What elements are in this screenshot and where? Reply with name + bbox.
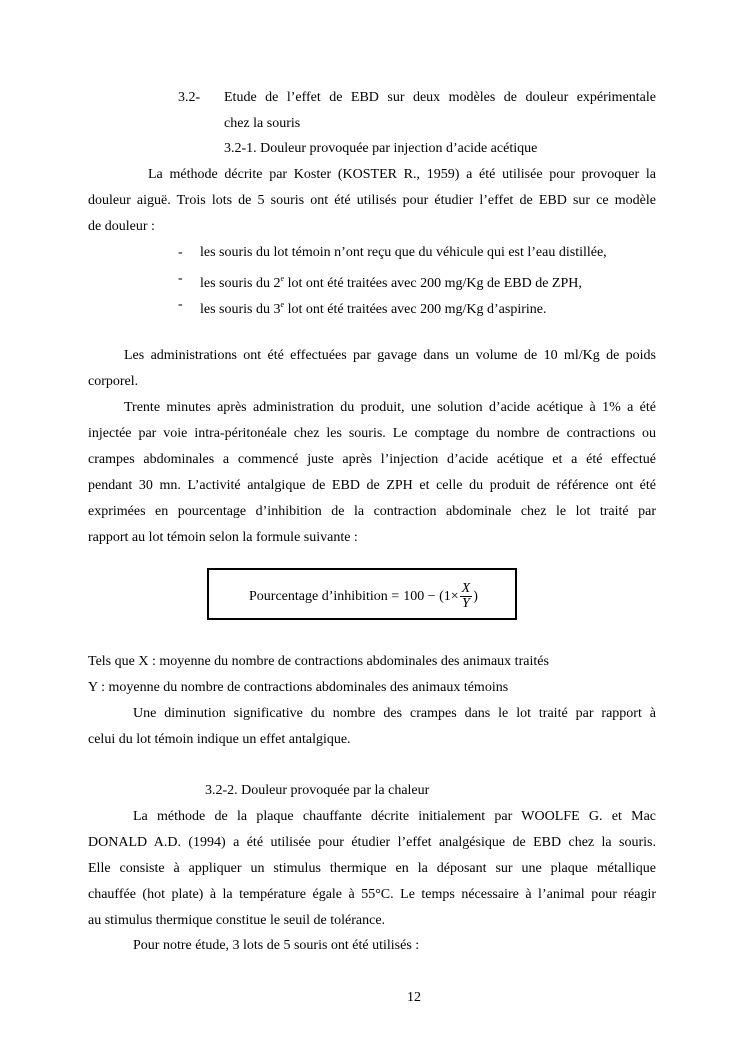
- paragraph-line: crampes abdominales a commencé juste après l’injection d’acide acétique et a été effectué: [88, 452, 656, 467]
- subsection2-title: 3.2-2. Douleur provoquée par la chaleur: [205, 783, 430, 798]
- paragraph-line: injectée par voie intra-péritonéale chez les souris. Le comptage du nombre de contractions ou: [88, 426, 656, 441]
- formula-expr-right: ): [473, 588, 478, 604]
- formula-fraction: [460, 582, 473, 611]
- section-title-line2: chez la souris: [224, 116, 301, 131]
- definition-line: Tels que X : moyenne du nombre de contractions abdominales des animaux traités: [88, 654, 549, 669]
- paragraph-line: au stimulus thermique constitue le seuil de tolérance.: [88, 913, 386, 928]
- paragraph-line: celui du lot témoin indique un effet antalgique.: [88, 732, 351, 747]
- formula-denominator: Y: [462, 596, 470, 611]
- bullet-dash: -: [178, 245, 183, 260]
- paragraph-line: Elle consiste à appliquer un stimulus thermique en la déposant sur une plaque métallique: [88, 861, 656, 876]
- paragraph-line: pendant 30 mn. L’activité antalgique de EBD de ZPH et celle du produit de référence ont été: [88, 478, 656, 493]
- paragraph-line: La méthode décrite par Koster (KOSTER R., 1959) a été utilisée pour provoquer la: [148, 167, 656, 182]
- paragraph-line: douleur aiguë. Trois lots de 5 souris ont été utilisés pour étudier l’effet de EBD sur ce modèle: [88, 193, 656, 208]
- formula-expr-left: 100 − (1×: [403, 588, 459, 604]
- paragraph-line: Trente minutes après administration du produit, une solution d’acide acétique à 1% a été: [124, 400, 656, 415]
- bullet-item: les souris du 3e lot ont été traitées avec 200 mg/Kg d’aspirine.: [200, 300, 547, 317]
- section-number: 3.2-: [178, 90, 201, 105]
- bullet-dash: -: [178, 297, 183, 312]
- paragraph-line: Pour notre étude, 3 lots de 5 souris ont été utilisés :: [133, 938, 420, 953]
- bullet-item: les souris du lot témoin n’ont reçu que du véhicule qui est l’eau distillée,: [200, 245, 607, 260]
- paragraph-line: Une diminution significative du nombre des crampes dans le lot traité par rapport à: [133, 706, 656, 721]
- formula: [249, 582, 478, 611]
- bullet-item: les souris du 2e lot ont été traitées avec 200 mg/Kg de EBD de ZPH,: [200, 274, 582, 291]
- paragraph-line: DONALD A.D. (1994) a été utilisée pour étudier l’effet analgésique de EBD chez la souris.: [88, 835, 656, 850]
- paragraph-line: corporel.: [88, 374, 139, 389]
- paragraph-line: rapport au lot témoin selon la formule suivante :: [88, 530, 358, 545]
- paragraph-line: chauffée (hot plate) à la température égale à 55°C. Le temps nécessaire à l’animal pour réagir: [88, 887, 656, 902]
- paragraph-line: Les administrations ont été effectuées par gavage dans un volume de 10 ml/Kg de poids: [124, 348, 656, 363]
- subsection1-title: 3.2-1. Douleur provoquée par injection d’acide acétique: [224, 141, 538, 156]
- definition-line: Y : moyenne du nombre de contractions abdominales des animaux témoins: [88, 680, 509, 695]
- formula-label: Pourcentage d’inhibition =: [249, 588, 400, 604]
- paragraph-line: de douleur :: [88, 219, 155, 234]
- paragraph-line: exprimées en pourcentage d’inhibition de la contraction abdominale chez le lot traité par: [88, 504, 656, 519]
- formula-box: [207, 568, 517, 620]
- paragraph-line: La méthode de la plaque chauffante décrite initialement par WOOLFE G. et Mac: [133, 809, 656, 824]
- section-title-line1: Etude de l’effet de EBD sur deux modèles de douleur expérimentale: [224, 90, 656, 105]
- bullet-dash: -: [178, 271, 183, 286]
- page-number: 12: [407, 990, 421, 1005]
- formula-numerator: X: [461, 581, 471, 596]
